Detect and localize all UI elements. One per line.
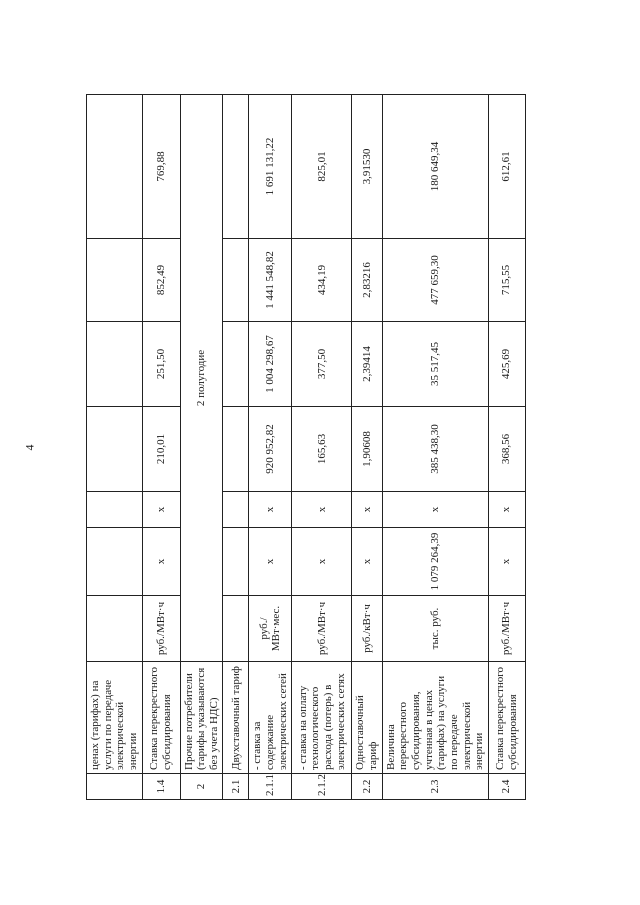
row-name-cell: Двухставочный тариф [223,662,249,774]
value-cell: 1 079 264,39 [382,528,488,596]
value-cell [87,528,143,596]
period-span-cell: 2 полугодие [180,95,223,662]
value-cell: х [352,528,382,596]
value-cell [87,95,143,239]
row-number-cell: 2.1.1 [249,774,292,800]
row-number-cell: 2 [180,774,223,800]
value-cell: х [488,492,525,528]
value-cell [223,492,249,528]
tariff-table [86,94,526,800]
row-name-cell: - ставка на оплату технологического расхода (потерь) в электрических сетях [292,662,352,774]
value-cell: 612,61 [488,95,525,239]
value-cell: х [292,528,352,596]
value-cell [87,239,143,322]
value-cell: 434,19 [292,239,352,322]
value-cell: 1 441 548,82 [249,239,292,322]
table-row [292,95,352,800]
row-number-cell [87,774,143,800]
unit-cell: руб./МВт·ч [142,596,180,662]
value-cell: 425,69 [488,322,525,407]
value-cell: х [292,492,352,528]
row-number-cell: 1.4 [142,774,180,800]
value-cell: 3,91530 [352,95,382,239]
value-cell: 251,50 [142,322,180,407]
unit-cell: руб./МВт·ч [292,596,352,662]
value-cell: 1,90608 [352,407,382,492]
value-cell: 2,39414 [352,322,382,407]
value-cell: 180 649,34 [382,95,488,239]
page-number: 4 [22,444,37,451]
value-cell: х [382,492,488,528]
value-cell: 920 952,82 [249,407,292,492]
row-number-cell: 2.3 [382,774,488,800]
table-row [142,95,180,800]
table-row [488,95,525,800]
table-row [223,95,249,800]
unit-cell: руб./МВт·ч [488,596,525,662]
table-row [180,95,223,800]
value-cell: х [249,528,292,596]
value-cell [223,239,249,322]
row-number-cell: 2.4 [488,774,525,800]
unit-cell [223,596,249,662]
tariff-table-container [86,95,519,800]
row-name-cell: Величина перекрестного субсидирования, учтенная в ценах (тарифах) на услуги по передаче электрической энергии [382,662,488,774]
unit-cell: руб./кВт·ч [352,596,382,662]
row-number-cell: 2.1 [223,774,249,800]
row-name-cell: Ставка перекрестного субсидирования [488,662,525,774]
value-cell: х [352,492,382,528]
value-cell: 2,83216 [352,239,382,322]
value-cell: 825,01 [292,95,352,239]
value-cell: х [142,528,180,596]
table-row [382,95,488,800]
value-cell [87,492,143,528]
value-cell: 377,50 [292,322,352,407]
row-number-cell: 2.2 [352,774,382,800]
value-cell [223,322,249,407]
value-cell [223,95,249,239]
value-cell: 385 438,30 [382,407,488,492]
value-cell: х [249,492,292,528]
unit-cell [87,596,143,662]
unit-cell: руб./ МВт·мес. [249,596,292,662]
table-row [249,95,292,800]
value-cell: х [488,528,525,596]
value-cell: 35 517,45 [382,322,488,407]
value-cell: 852,49 [142,239,180,322]
row-name-cell: Прочие потребители (тарифы указываются без учета НДС) [180,662,223,774]
value-cell: 1 691 131,22 [249,95,292,239]
value-cell: 769,88 [142,95,180,239]
row-name-cell: ценах (тарифах) на услуги по передаче электрической энергии [87,662,143,774]
unit-cell: тыс. руб. [382,596,488,662]
value-cell: 715,55 [488,239,525,322]
value-cell: 210,01 [142,407,180,492]
value-cell [223,528,249,596]
row-name-cell: Ставка перекрестного субсидирования [142,662,180,774]
row-number-cell: 2.1.2 [292,774,352,800]
value-cell [223,407,249,492]
value-cell: 477 659,30 [382,239,488,322]
value-cell: 165,63 [292,407,352,492]
row-name-cell: - ставка за содержание электрических сетей [249,662,292,774]
value-cell [87,407,143,492]
table-row [87,95,143,800]
table-body [87,95,526,800]
value-cell: 368,56 [488,407,525,492]
row-name-cell: Одноставочный тариф [352,662,382,774]
value-cell: 1 004 298,67 [249,322,292,407]
value-cell [87,322,143,407]
value-cell: х [142,492,180,528]
table-row [352,95,382,800]
